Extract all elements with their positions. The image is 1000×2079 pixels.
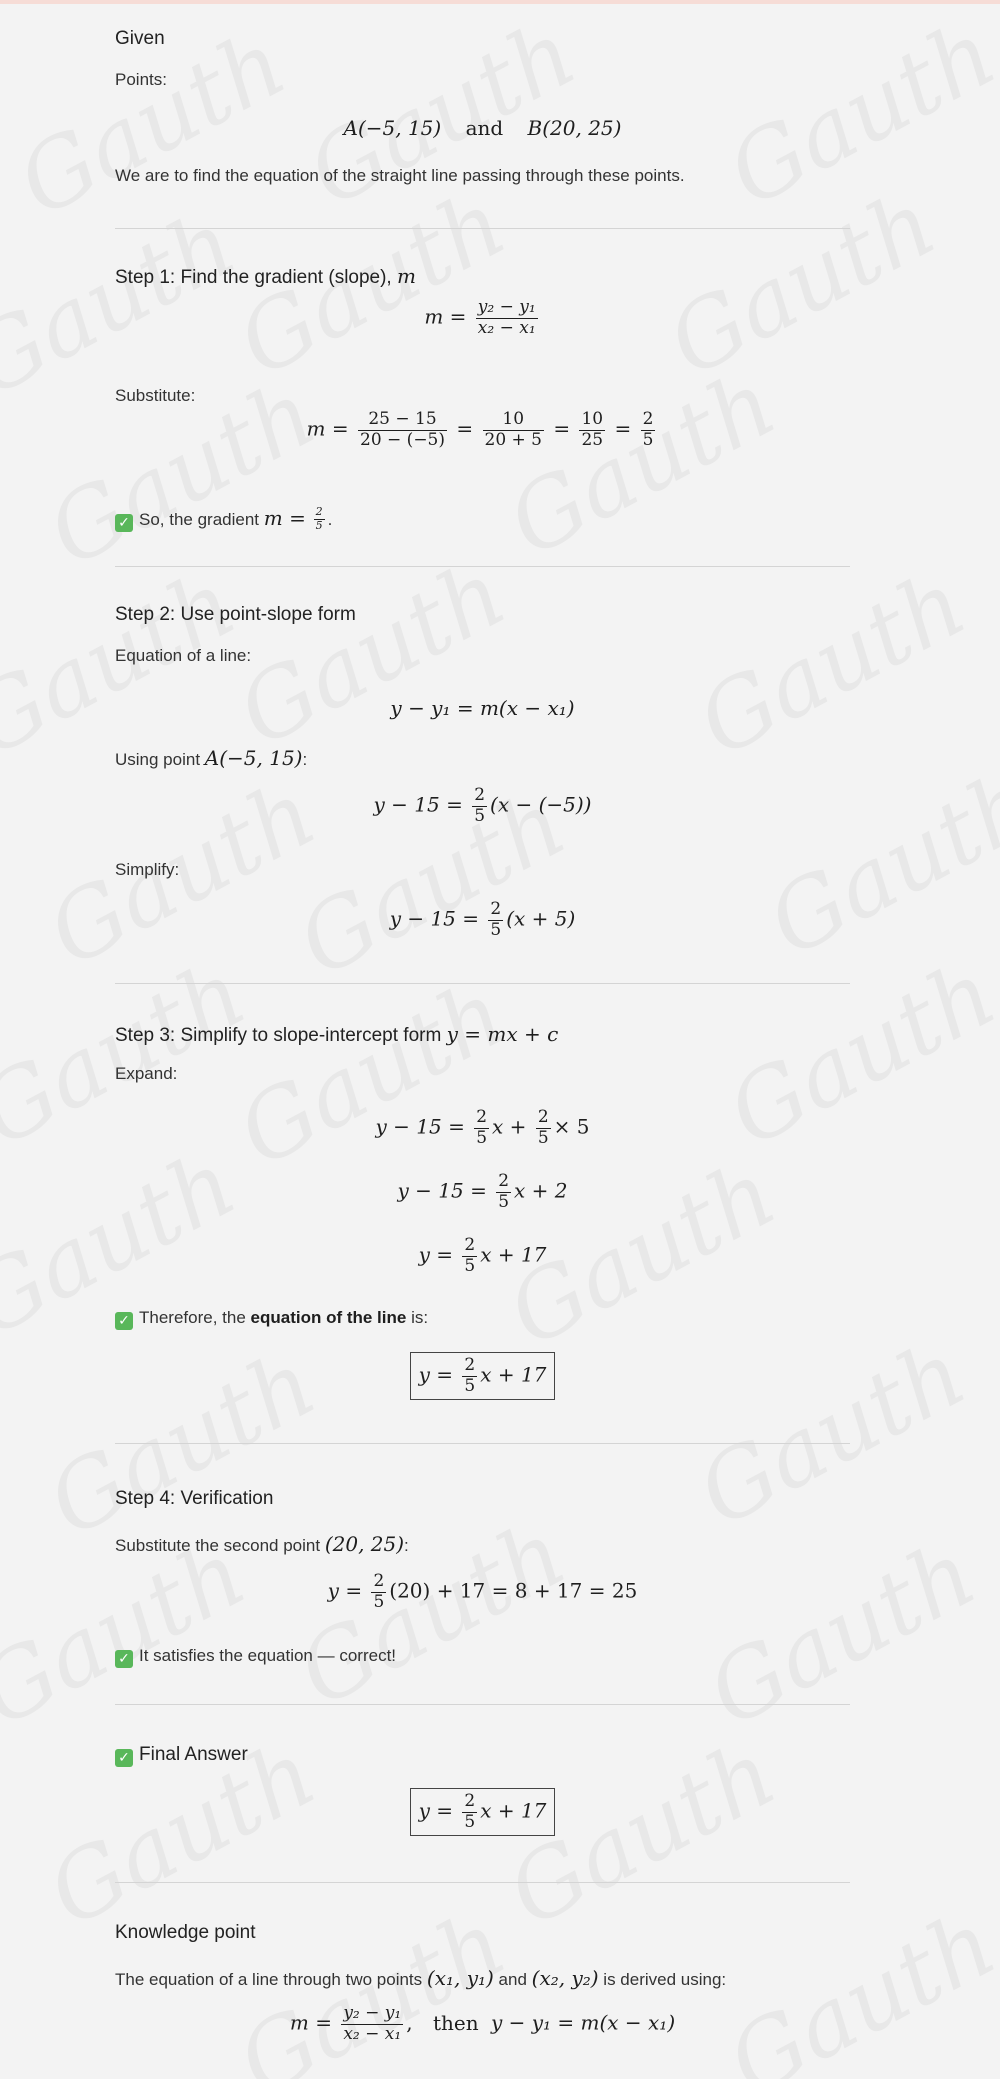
v-end: (20) + 17 = 8 + 17 = 25	[389, 1578, 638, 1603]
step4-heading: Step 4: Verification	[115, 1488, 274, 1509]
step3-heading	[115, 1022, 558, 1047]
fraction	[462, 1356, 477, 1396]
sub-rhs: (x − (−5))	[490, 792, 592, 817]
fraction	[371, 1572, 386, 1612]
top-accent-strip	[0, 0, 1000, 4]
therefore-text	[115, 1308, 428, 1330]
knowledge-p2: (x₂, y₂)	[531, 1966, 599, 1990]
knowledge-heading: Knowledge point	[115, 1922, 256, 1943]
points-label: Points:	[115, 70, 167, 89]
watermark	[291, 0, 592, 227]
kf-then: then	[432, 2010, 479, 2035]
final-lhs: y =	[418, 1798, 454, 1823]
e1-mid: x +	[492, 1114, 527, 1139]
points-equation	[115, 116, 850, 140]
watermark	[491, 350, 792, 578]
result-text: So, the gradient	[139, 510, 264, 529]
answer-box	[410, 1352, 556, 1400]
fraction-numerator: 2	[490, 899, 502, 919]
simplify-label: Simplify:	[115, 860, 180, 879]
fraction-numerator: 10	[581, 409, 604, 429]
using-colon: :	[302, 750, 308, 769]
final-answer-box	[410, 1788, 556, 1836]
divider	[115, 1704, 850, 1705]
fraction-denominator: 5	[373, 1591, 385, 1612]
fraction-denominator: 5	[464, 1811, 476, 1832]
final-heading-text: Final Answer	[139, 1744, 248, 1765]
fraction-numerator: 2	[642, 409, 654, 429]
watermark	[751, 750, 1000, 978]
fraction	[536, 1108, 551, 1148]
fraction-numerator: 10	[502, 409, 525, 429]
point-slope-substituted	[115, 786, 850, 826]
e2-lhs: y − 15 =	[397, 1178, 487, 1203]
fraction	[341, 2004, 403, 2044]
fraction-numerator: y₂ − y₁	[477, 297, 536, 317]
using-point-label	[115, 746, 307, 770]
watermark	[711, 1890, 1000, 2079]
sub-point: (20, 25)	[324, 1532, 405, 1556]
therefore-bold: equation of the line	[250, 1308, 407, 1327]
fraction-denominator: 5	[476, 1127, 488, 1148]
substitution-equation	[115, 410, 850, 450]
fraction-denominator: 5	[642, 429, 654, 450]
result-fraction	[314, 506, 325, 532]
fraction-numerator: 2	[464, 1355, 476, 1375]
divider	[115, 566, 850, 567]
fraction	[462, 1236, 477, 1276]
verification-equation	[115, 1572, 850, 1612]
fraction-denominator: 5	[474, 805, 486, 826]
knowledge-formula	[115, 2004, 850, 2044]
expand-line-1	[115, 1108, 850, 1148]
fraction-denominator: x₂ − x₁	[476, 318, 538, 339]
divider	[115, 983, 850, 984]
fraction-numerator: 2	[474, 785, 486, 805]
substitute-label: Substitute:	[115, 386, 196, 405]
knowledge-text	[115, 1966, 726, 1990]
gradient-fraction	[476, 298, 538, 338]
satisfies-text	[115, 1646, 396, 1668]
and-word: and	[465, 116, 504, 140]
verification-sub-label	[115, 1532, 409, 1556]
kf-rhs: y − y₁ = m(x − x₁)	[490, 2010, 676, 2035]
box-end: x + 17	[480, 1362, 547, 1387]
final-answer	[115, 1788, 850, 1836]
simp-lhs: y − 15 =	[389, 906, 480, 931]
fraction-numerator: 25 − 15	[368, 409, 437, 429]
equation-of-line-label: Equation of a line:	[115, 646, 252, 665]
using-label-text: Using point	[115, 750, 205, 769]
fraction	[641, 410, 656, 450]
sub-lhs: y − 15 =	[373, 792, 463, 817]
e1-lhs: y − 15 =	[375, 1114, 465, 1139]
equals-sign: =	[456, 416, 474, 441]
therefore-pre: Therefore, the	[139, 1308, 251, 1327]
watermark	[691, 1520, 992, 1748]
gradient-formula	[115, 298, 850, 338]
watermark	[221, 960, 522, 1188]
watermark	[681, 550, 982, 778]
fraction-numerator: 2	[476, 1107, 488, 1127]
expand-label: Expand:	[115, 1064, 178, 1083]
fraction	[358, 410, 447, 450]
equals-sign: =	[614, 416, 632, 441]
given-heading: Given	[115, 28, 165, 49]
check-icon: ✓	[115, 1650, 133, 1668]
expand-line-3	[115, 1236, 850, 1276]
point-slope-general: y − y₁ = m(x − x₁)	[390, 696, 575, 720]
fraction-numerator: 2	[464, 1235, 476, 1255]
v-lhs: y =	[327, 1578, 363, 1603]
e3-lhs: y =	[418, 1242, 454, 1267]
boxed-answer	[115, 1352, 850, 1400]
knowledge-and: and	[493, 1970, 532, 1989]
satisfies-message: It satisfies the equation — correct!	[139, 1646, 397, 1665]
step1-heading	[115, 264, 416, 289]
sub-colon: :	[404, 1536, 409, 1555]
knowledge-post: is derived using:	[598, 1970, 727, 1989]
fraction	[462, 1792, 477, 1832]
therefore-post: is:	[406, 1308, 429, 1327]
sub-lhs: m =	[306, 416, 349, 441]
gradient-result	[115, 506, 332, 533]
fraction	[474, 1108, 489, 1148]
fraction-numerator: 2	[315, 505, 323, 519]
fraction-numerator: 2	[373, 1571, 385, 1591]
divider	[115, 1443, 850, 1444]
check-icon: ✓	[115, 1749, 133, 1767]
fraction-denominator: 25	[581, 429, 604, 450]
knowledge-pre: The equation of a line through two points	[115, 1970, 427, 1989]
step3-heading-text: Step 3: Simplify to slope-intercept form	[115, 1025, 447, 1046]
fraction-denominator: 20 + 5	[484, 429, 542, 450]
fraction-denominator: 5	[464, 1255, 476, 1276]
point-b: B(20, 25)	[527, 116, 622, 140]
fraction-numerator: 2	[498, 1171, 510, 1191]
e1-end: × 5	[553, 1114, 590, 1139]
final-end: x + 17	[480, 1798, 547, 1823]
e2-end: x + 2	[514, 1178, 568, 1203]
box-lhs: y =	[418, 1362, 454, 1387]
formula-lhs: m =	[424, 304, 467, 329]
fraction	[496, 1172, 511, 1212]
final-heading	[115, 1744, 248, 1767]
fraction	[579, 410, 605, 450]
check-icon: ✓	[115, 1312, 133, 1330]
fraction-denominator: 5	[315, 519, 323, 532]
check-icon: ✓	[115, 514, 133, 532]
intro-text: We are to find the equation of the straight line passing through these points.	[115, 166, 685, 185]
e3-end: x + 17	[480, 1242, 547, 1267]
watermark	[221, 540, 522, 768]
result-lhs: m =	[263, 506, 306, 530]
expand-line-2	[115, 1172, 850, 1212]
divider	[115, 1882, 850, 1883]
knowledge-p1: (x₁, y₁)	[426, 1966, 494, 1990]
using-point: A(−5, 15)	[204, 746, 303, 770]
fraction	[488, 900, 503, 940]
fraction-denominator: 5	[464, 1375, 476, 1396]
point-a: A(−5, 15)	[343, 116, 442, 140]
fraction-denominator: x₂ − x₁	[341, 2024, 403, 2045]
result-end: .	[327, 510, 333, 529]
fraction	[472, 786, 487, 826]
step3-heading-math: y = mx + c	[446, 1022, 559, 1046]
divider	[115, 228, 850, 229]
fraction-denominator: 20 − (−5)	[360, 429, 446, 450]
kf-lhs: m =	[289, 2010, 332, 2035]
kf-comma: ,	[406, 2010, 413, 2035]
fraction-numerator: y₂ − y₁	[343, 2003, 402, 2023]
fraction-denominator: 5	[537, 1127, 549, 1148]
sub-label-text: Substitute the second point	[115, 1536, 325, 1555]
watermark	[651, 170, 952, 398]
simp-rhs: (x + 5)	[506, 906, 576, 931]
step1-heading-var: m	[397, 264, 416, 288]
point-slope-simplified	[115, 900, 850, 940]
fraction	[483, 410, 545, 450]
watermark	[711, 0, 1000, 227]
fraction-denominator: 5	[498, 1191, 510, 1212]
fraction-denominator: 5	[490, 919, 502, 940]
fraction-numerator: 2	[537, 1107, 549, 1127]
step1-heading-text: Step 1: Find the gradient (slope),	[115, 267, 397, 288]
equals-sign: =	[553, 416, 571, 441]
fraction-numerator: 2	[464, 1791, 476, 1811]
step2-heading: Step 2: Use point-slope form	[115, 604, 356, 625]
